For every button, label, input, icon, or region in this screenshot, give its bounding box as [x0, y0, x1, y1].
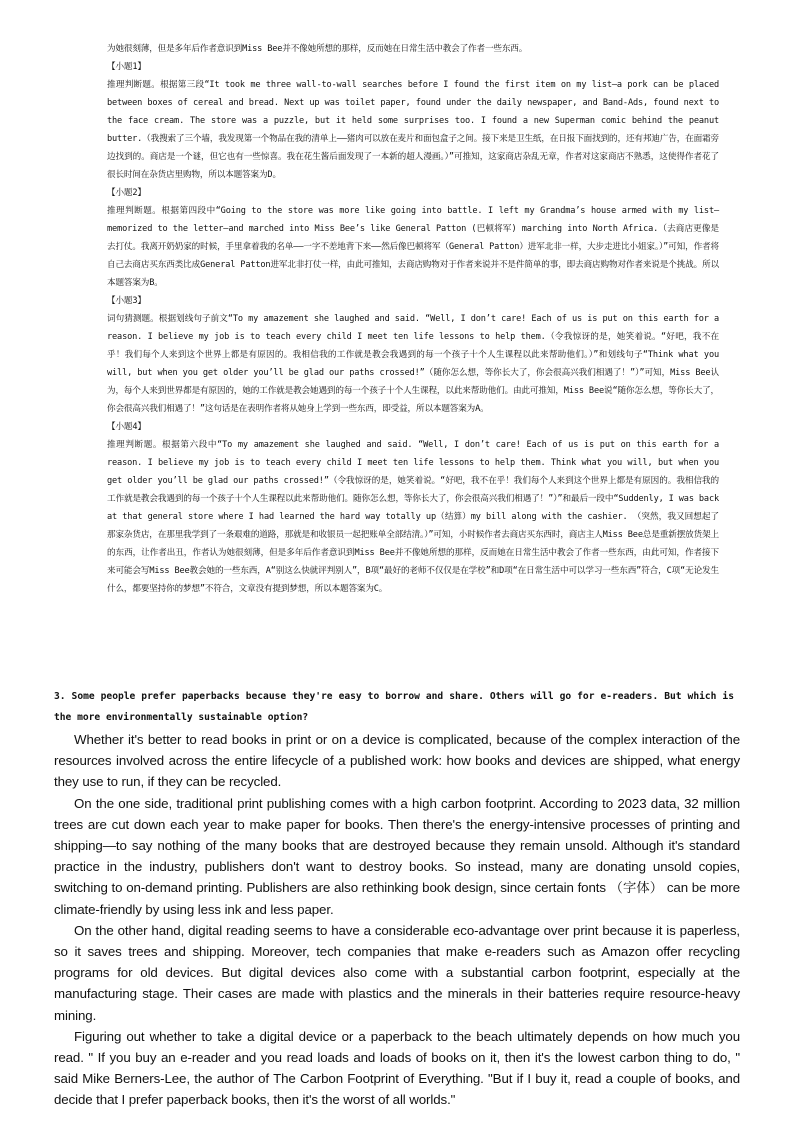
passage-paragraph-4: Figuring out whether to take a digital device or a paperback to the beach ultimately depends on how much you read. " If you buy an e-reader and you read loads and loads of books on it, then it's the lowest carbon thing to do, " said Mike Berners-Lee, the author of The Carbon Footprint of Everything. "But if I buy it, read a couple of books, and decide that I prefer paperback books, then it's the worst of all worlds." — [54, 1028, 740, 1108]
question-3-text: 3. Some people prefer paperbacks because they're easy to borrow and share. Others will go for e-readers. But which is the more environmentally sustainable option? — [54, 691, 734, 723]
subquestion-4-label: 【小题4】 — [107, 422, 146, 432]
passage-paragraph-3: On the other hand, digital reading seems to have a considerable eco-advantage over print because it is paperless, so it saves trees and shipping. Moreover, tech companies that make e-readers such as Amazon offer recycling programs for old devices. But digital devices also come with a substantial carbon footprint, especially at the manufacturing stage. Their cases are made with plastics and the minerals in their batteries require resource-heavy mining. — [54, 922, 740, 1023]
intro-paragraph: 为她很刻薄，但是多年后作者意识到Miss Bee并不像她所想的那样，反而她在日常生活中教会了作者一些东西。 — [107, 44, 528, 54]
subquestion-2-explanation: 推理判断题。根据第四段中“Going to the store was more like going into battle. I left my Grandma’s house armed with my list—memorized to the letter—and marched into Miss Bee’s like General Patton (巴顿将军) marching into North Africa.（去商店更像是去打仗。我离开奶奶家的时候，手里拿着我的名单——一字不差地背下来——然后像巴顿将军（General Patton）进军北非一样，大步走进比小姐家。）”可知，作者将自己去商店买东西类比成General Patton进军北非打仗一样，由此可推知，去商店购物对于作者来说并不是件简单的事，即去商店购物对作者来说是个挑战。所以本题答案为B。 — [107, 206, 719, 288]
reading-passage — [54, 729, 740, 1111]
passage-paragraph-2: On the one side, traditional print publishing comes with a high carbon footprint. According to 2023 data, 32 million trees are cut down each year to make paper for books. Then there's the energy-intensive processes of printing and shipping—to say nothing of the many books that are destroyed because they remain unsold. Although it's standard practice in the industry, publishers don't want to destroy books. So instead, many are donating unsold copies, switching to on-demand printing. Publishers are also rethinking book design, since certain fonts （字体） can be more climate-friendly by using less ink and less paper. — [54, 795, 740, 917]
subquestion-1-label: 【小题1】 — [107, 62, 146, 72]
subquestion-2-label: 【小题2】 — [107, 188, 146, 198]
subquestion-3-label: 【小题3】 — [107, 296, 146, 306]
subquestion-4-explanation: 推理判断题。根据第六段中“To my amazement she laughed and said. “Well, I don’t care! Each of us is put on this earth for a reason. I believe my job is to teach every child I meet ten life lessons to help them. Think what you will, but when you get older you’ll be glad our paths crossed!”（令我惊讶的是，她笑着说。“好吧，我不在乎！我们每个人来到这个世界上都是有原因的。我相信我的工作就是教会我遇到的每一个孩子十个人生课程以此来帮助他们。随你怎么想，等你长大了，你会很高兴我们相遇了！”）”和最后一段中“Suddenly, I was back at that general store where I had learned the hard way totally up（结算）my bill along with the cashier. （突然，我又回想起了那家杂货店，在那里我学到了一条艰难的道路，那就是和收银员一起把账单全部结清。）”可知，小时候作者去商店买东西时，商店主人Miss Bee总是重新摆放货架上的东西，让作者出丑，作者认为她很刻薄，但是多年后作者意识到Miss Bee并不像她所想的那样，反而她在日常生活中教会了作者一些东西，由此可知，作者接下来可能会写Miss Bee教会她的一些东西，A“别这么快就评判别人”，B项“最好的老师不仅仅是在学校”和D项“在日常生活中可以学习一些东西”符合，C项“无论发生什么，都要坚持你的梦想”不符合，文章没有提到梦想，所以本题答案为C。 — [107, 440, 719, 594]
subquestion-1-explanation: 推理判断题。根据第三段“It took me three wall-to-wall searches before I found the first item on my list—a pork can be placed between boxes of cereal and bread. Next up was toilet paper, found under the daily newspaper, and Band-Ads, found next to the face cream. The store was a puzzle, but it held some surprises too. I found a new Superman comic behind the peanut butter.（我搜索了三个墙，我发现第一个物品在我的清单上——猪肉可以放在麦片和面包盒子之间。接下来是卫生纸，在日报下面找到的，还有邦迪广告，在面霜旁边找到的。商店是一个谜，但它也有一些惊喜。我在花生酱后面发现了一本新的超人漫画。）”可推知，这家商店杂乱无章，作者对这家商店不熟悉，这使得作者花了很长时间在杂货店里购物，所以本题答案为D。 — [107, 80, 719, 180]
answer-explanations — [107, 40, 719, 598]
passage-paragraph-1: Whether it's better to read books in print or on a device is complicated, because of the complex interaction of the resources involved across the entire lifecycle of a published work: how books and devices are shipped, what energy they use to run, if they can be recycled. — [54, 732, 740, 790]
subquestion-3-explanation: 词句猜测题。根据划线句子前文“To my amazement she laughed and said. “Well, I don’t care! Each of us is put on this earth for a reason. I believe my job is to teach every child I meet ten life lessons to help them.（令我惊讶的是，她笑着说。“好吧，我不在乎！我们每个人来到这个世界上都是有原因的。我相信我的工作就是教会我遇到的每一个孩子十个人生课程以此来帮助他们。）”和划线句子“Think what you will, but when you get older you’ll be glad our paths crossed!”（随你怎么想，等你长大了，你会很高兴我们相遇了！”）”可知，Miss Bee认为，每个人来到世界都是有原因的，她的工作就是教会她遇到的每一个孩子十个人生课程，以此来帮助他们。由此可推知，Miss Bee说“随你怎么想，等你长大了，你会很高兴我们相遇了！”这句话是在表明作者将从她身上学到一些东西，即受益，所以本题答案为A。 — [107, 314, 719, 414]
question-3-heading — [54, 686, 734, 728]
